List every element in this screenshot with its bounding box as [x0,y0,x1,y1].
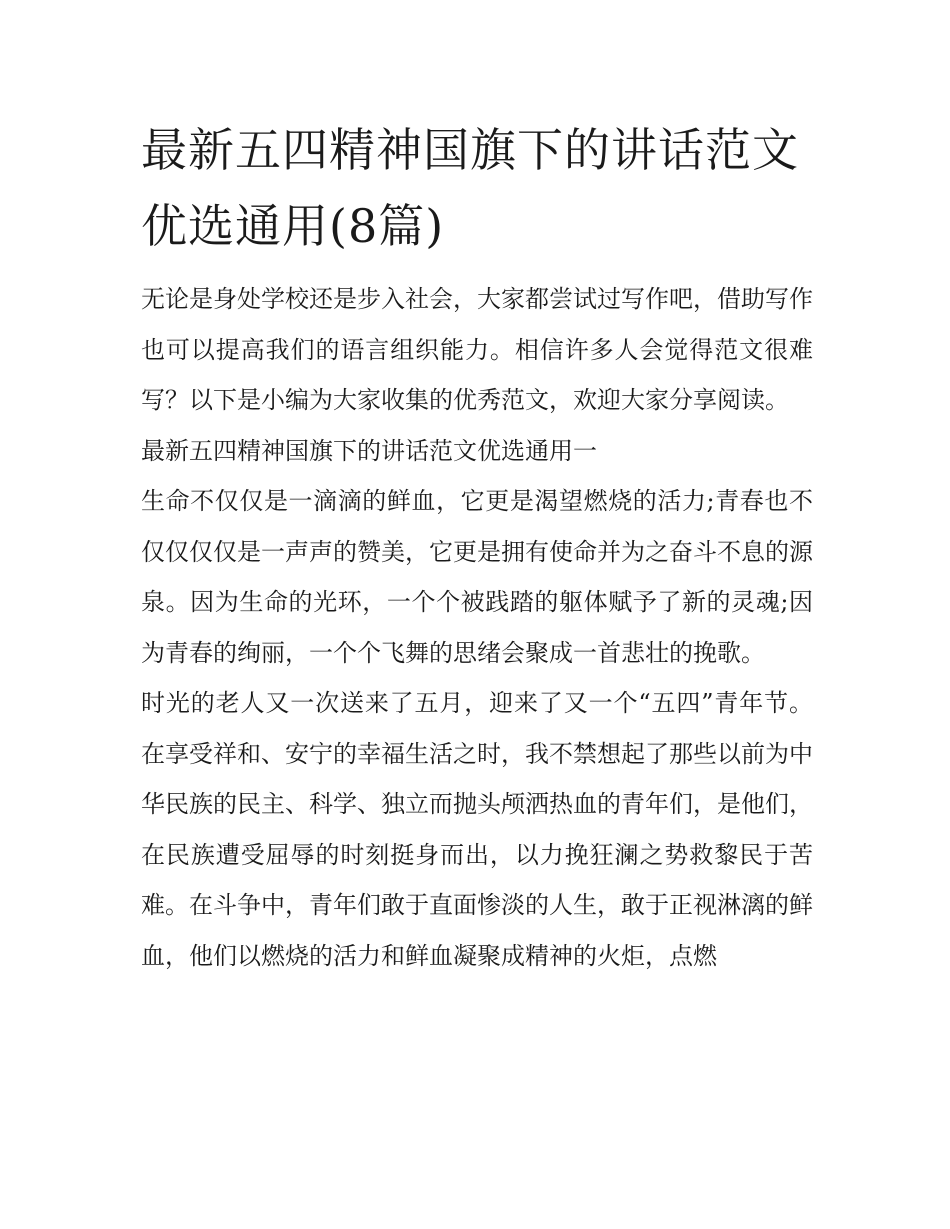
document-page [141,112,813,981]
body-paragraph-1: 生命不仅仅是一滴滴的鲜血，它更是渴望燃烧的活力;青春也不仅仅仅仅是一声声的赞美，它更是拥有使命并为之奋斗不息的源泉。因为生命的光环，一个个被践踏的躯体赋予了新的灵魂;因为青春的绚丽，一个个飞舞的思绪会聚成一首悲壮的挽歌。 [141,487,813,667]
section-heading: 最新五四精神国旗下的讲话范文优选通用一 [141,436,597,465]
intro-paragraph: 无论是身处学校还是步入社会，大家都尝试过写作吧，借助写作也可以提高我们的语言组织能力。相信许多人会觉得范文很难写？以下是小编为大家收集的优秀范文，欢迎大家分享阅读。 [141,285,813,414]
body-paragraph-2: 时光的老人又一次送来了五月，迎来了又一个“五四”青年节。在享受祥和、安宁的幸福生活之时，我不禁想起了那些以前为中华民族的民主、科学、独立而抛头颅洒热血的青年们，是他们，在民族遭受屈辱的时刻挺身而出，以力挽狂澜之势救黎民于苦难。在斗争中，青年们敢于直面惨淡的人生，敢于正视淋漓的鲜血，他们以燃烧的活力和鲜血凝聚成精神的火炬，点燃 [141,689,813,970]
document-title: 最新五四精神国旗下的讲话范文优选通用(8篇) [141,123,799,253]
